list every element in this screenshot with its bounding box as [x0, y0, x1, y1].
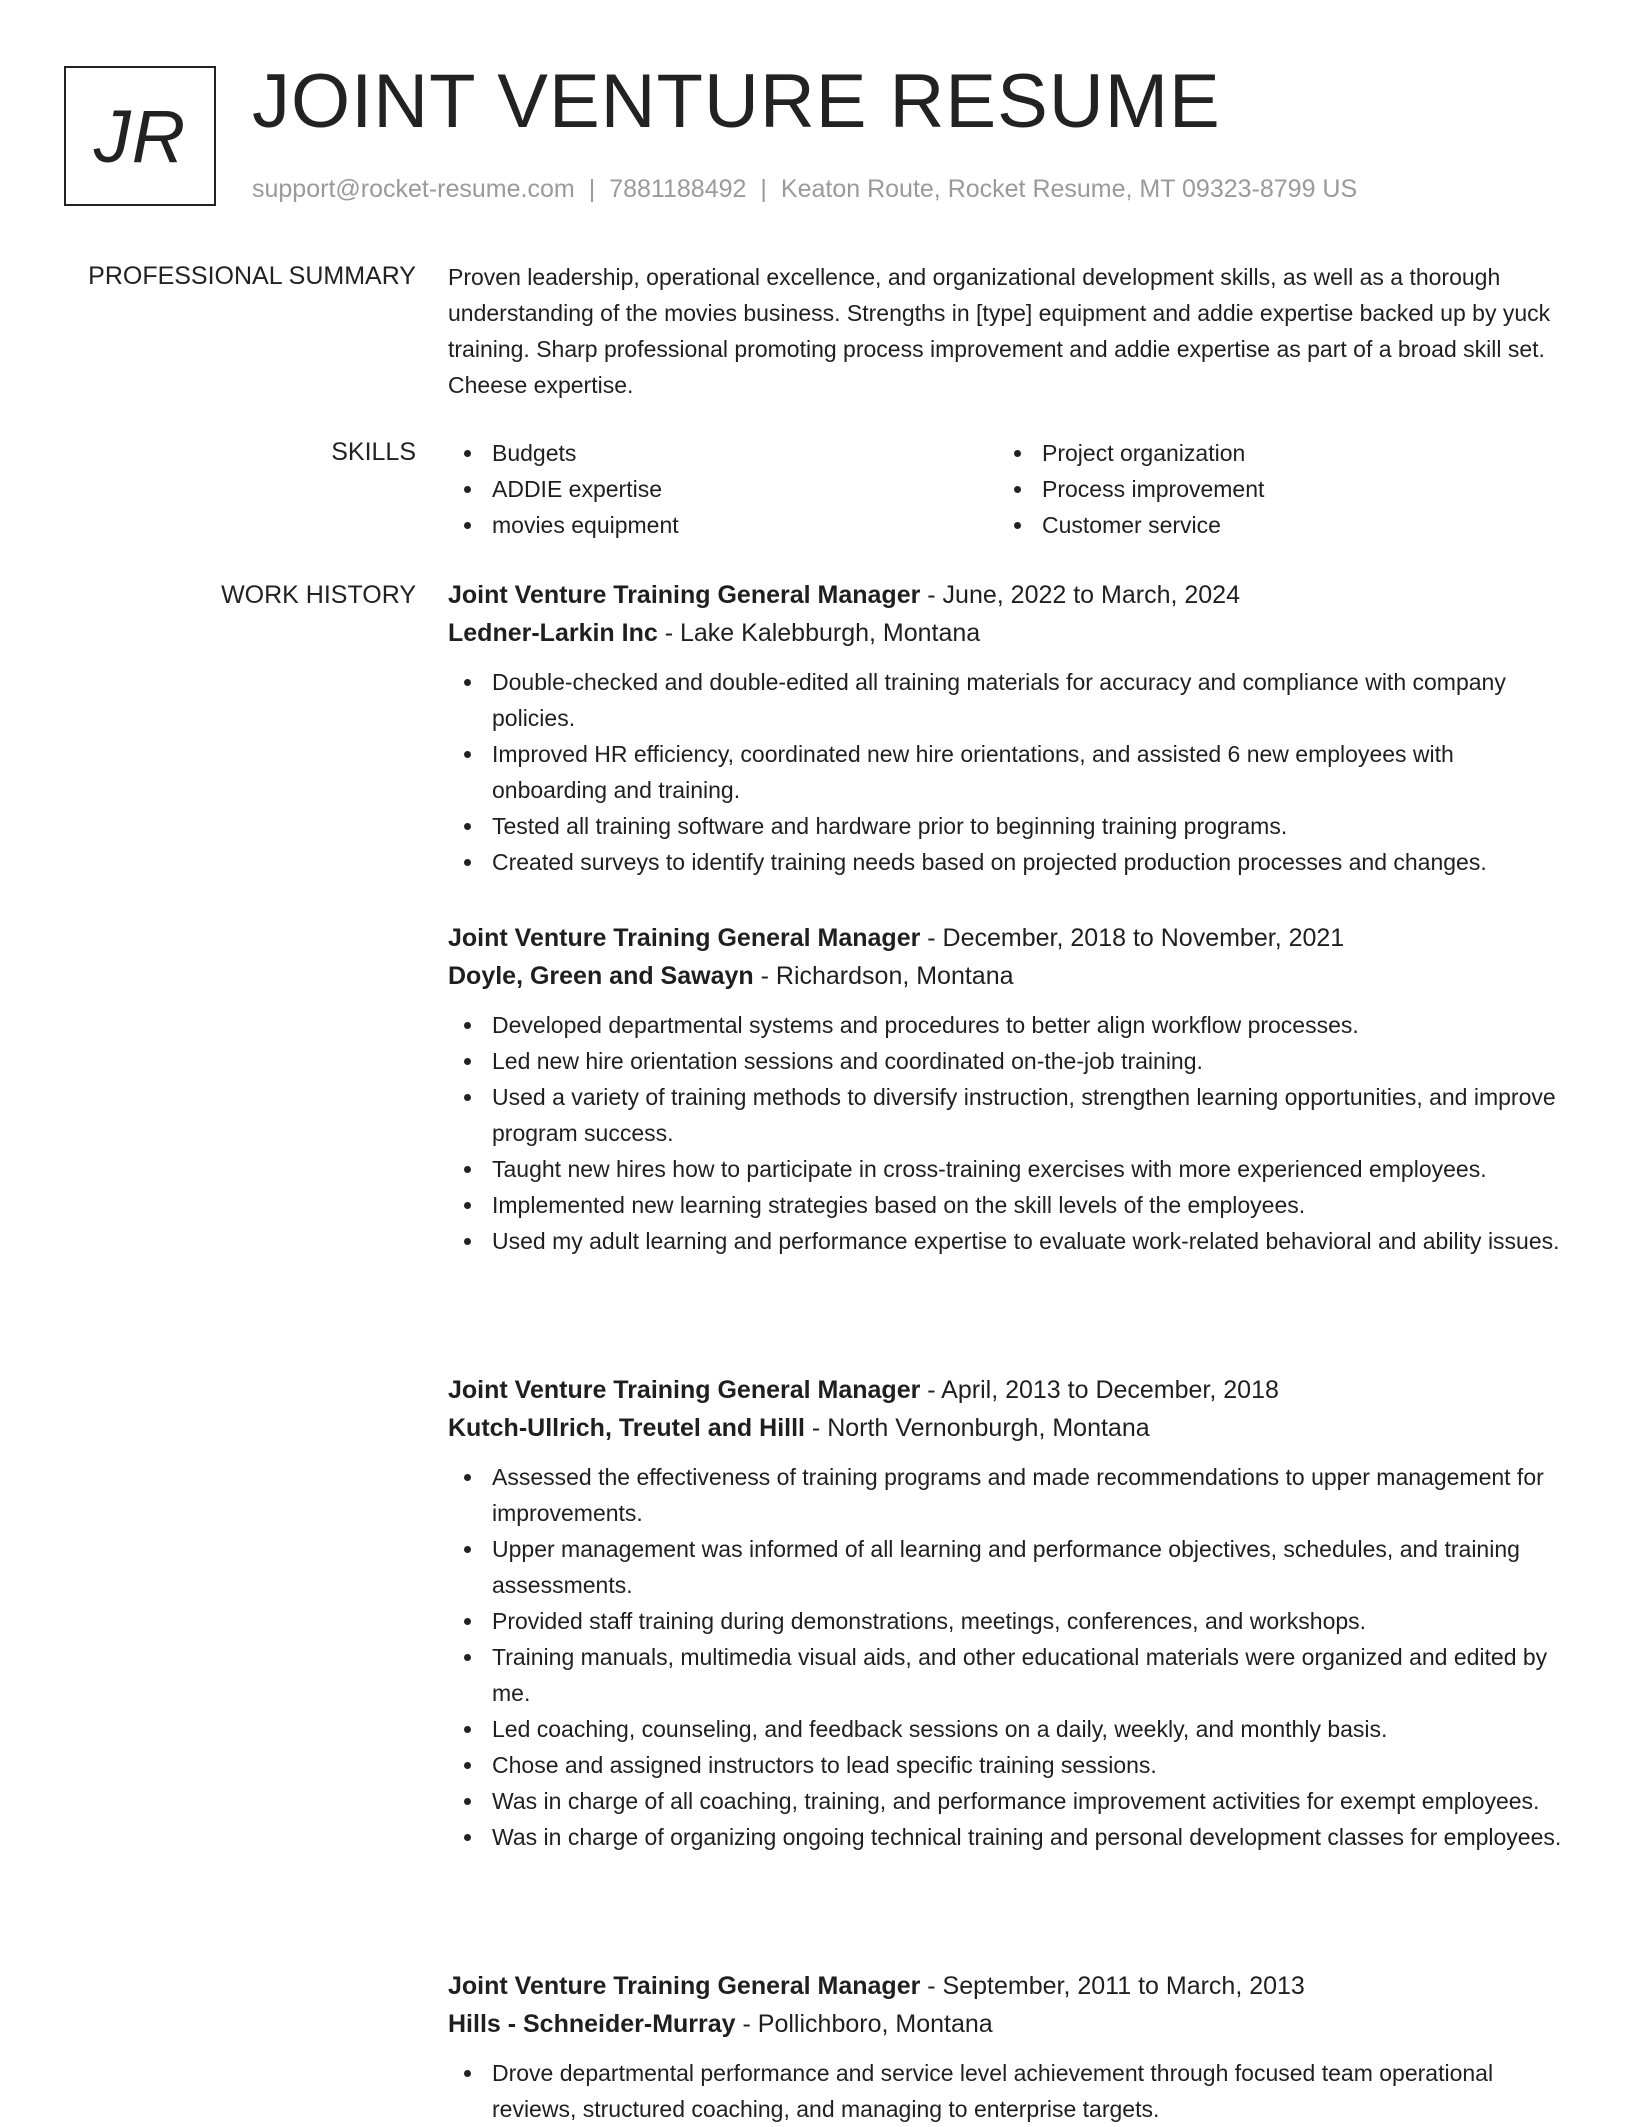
job-bullet: Led coaching, counseling, and feedback sessions on a daily, weekly, and monthly basis.	[448, 1711, 1568, 1747]
job-dates: - June, 2022 to March, 2024	[920, 581, 1240, 609]
job-company: Ledner-Larkin Inc	[448, 619, 658, 647]
job-location: - Richardson, Montana	[753, 962, 1014, 990]
job-bullet: Was in charge of all coaching, training, and performance improvement activities for exempt employees.	[448, 1783, 1568, 1819]
job-company: Doyle, Green and Sawayn	[448, 962, 754, 990]
job-dates: - September, 2011 to March, 2013	[920, 1972, 1305, 2000]
job-bullets	[448, 1007, 1568, 1259]
job-bullet: Led new hire orientation sessions and coordinated on-the-job training.	[448, 1043, 1568, 1079]
job-entry	[448, 1969, 1568, 2127]
job-entry	[448, 1373, 1568, 1855]
job-bullets	[448, 1459, 1568, 1855]
job-company-line	[448, 616, 1568, 650]
job-bullet: Implemented new learning strategies based on the skill levels of the employees.	[448, 1187, 1568, 1223]
job-company: Kutch-Ullrich, Treutel and Hilll	[448, 1414, 805, 1442]
contact-line	[252, 175, 1357, 204]
job-title-line	[448, 921, 1568, 955]
job-entry	[448, 578, 1568, 880]
job-company-line	[448, 1411, 1568, 1445]
phone[interactable]: 7881188492	[609, 175, 747, 203]
job-bullet: Training manuals, multimedia visual aids, and other educational materials were organized and edited by me.	[448, 1639, 1568, 1711]
work-label: WORK HISTORY	[221, 581, 416, 609]
skill-item: Project organization	[998, 435, 1498, 471]
skill-item: Process improvement	[998, 471, 1498, 507]
summary-text: Proven leadership, operational excellence, and organizational development skills, as well as a thorough understanding of the movies business. Strengths in [type] equipment and addie expertise backed up by yuck training. Sharp professional promoting process improvement and addie expertise as part of a broad skill set. Cheese expertise.	[448, 264, 1551, 398]
job-bullet: Drove departmental performance and service level achievement through focused team operational reviews, structured coaching, and managing to enterprise targets.	[448, 2055, 1568, 2127]
separator: |	[588, 175, 596, 203]
skill-item: movies equipment	[448, 507, 998, 543]
resume-title: JOINT VENTURE RESUME	[252, 59, 1221, 144]
separator: |	[760, 175, 767, 203]
skill-item: Customer service	[998, 507, 1498, 543]
job-company-line	[448, 959, 1568, 993]
skill-item: Budgets	[448, 435, 998, 471]
job-title-line	[448, 1373, 1568, 1407]
job-title: Joint Venture Training General Manager	[448, 1376, 921, 1404]
job-title: Joint Venture Training General Manager	[448, 924, 921, 952]
job-entry	[448, 921, 1568, 1259]
job-title: Joint Venture Training General Manager	[448, 1972, 921, 2000]
job-bullet: Assessed the effectiveness of training programs and made recommendations to upper management for improvements.	[448, 1459, 1568, 1531]
monogram: JR	[64, 66, 216, 206]
job-title: Joint Venture Training General Manager	[448, 581, 921, 609]
job-bullet: Created surveys to identify training needs based on projected production processes and changes.	[448, 844, 1568, 880]
skills-list	[448, 435, 1568, 543]
job-bullet: Developed departmental systems and procedures to better align workflow processes.	[448, 1007, 1568, 1043]
job-bullet: Chose and assigned instructors to lead specific training sessions.	[448, 1747, 1568, 1783]
job-bullet: Used my adult learning and performance expertise to evaluate work-related behavioral and ability issues.	[448, 1223, 1568, 1259]
skills-label: SKILLS	[331, 438, 416, 466]
job-bullet: Improved HR efficiency, coordinated new hire orientations, and assisted 6 new employees with onboarding and training.	[448, 736, 1568, 808]
summary-label: PROFESSIONAL SUMMARY	[88, 262, 416, 290]
job-title-line	[448, 578, 1568, 612]
job-location: - North Vernonburgh, Montana	[804, 1414, 1150, 1442]
job-bullets	[448, 2055, 1568, 2127]
job-dates: - April, 2013 to December, 2018	[920, 1376, 1279, 1404]
job-dates: - December, 2018 to November, 2021	[920, 924, 1345, 952]
job-company: Hills - Schneider-Murray	[448, 2010, 736, 2038]
job-location: - Pollichboro, Montana	[735, 2010, 993, 2038]
skill-item: ADDIE expertise	[448, 471, 998, 507]
job-bullet: Upper management was informed of all learning and performance objectives, schedules, and training assessments.	[448, 1531, 1568, 1603]
job-bullet: Used a variety of training methods to diversify instruction, strengthen learning opportunities, and improve program success.	[448, 1079, 1568, 1151]
job-bullet: Provided staff training during demonstrations, meetings, conferences, and workshops.	[448, 1603, 1568, 1639]
job-bullet: Tested all training software and hardware prior to beginning training programs.	[448, 808, 1568, 844]
job-location: - Lake Kalebburgh, Montana	[657, 619, 981, 647]
address: Keaton Route, Rocket Resume, MT 09323-8799 US	[780, 175, 1358, 203]
job-company-line	[448, 2007, 1568, 2041]
job-bullet: Double-checked and double-edited all training materials for accuracy and compliance with company policies.	[448, 664, 1568, 736]
job-bullets	[448, 664, 1568, 880]
job-bullet: Taught new hires how to participate in cross-training exercises with more experienced employees.	[448, 1151, 1568, 1187]
email[interactable]: support@rocket-resume.com	[252, 175, 575, 203]
job-title-line	[448, 1969, 1568, 2003]
job-bullet: Was in charge of organizing ongoing technical training and personal development classes for employees.	[448, 1819, 1568, 1855]
